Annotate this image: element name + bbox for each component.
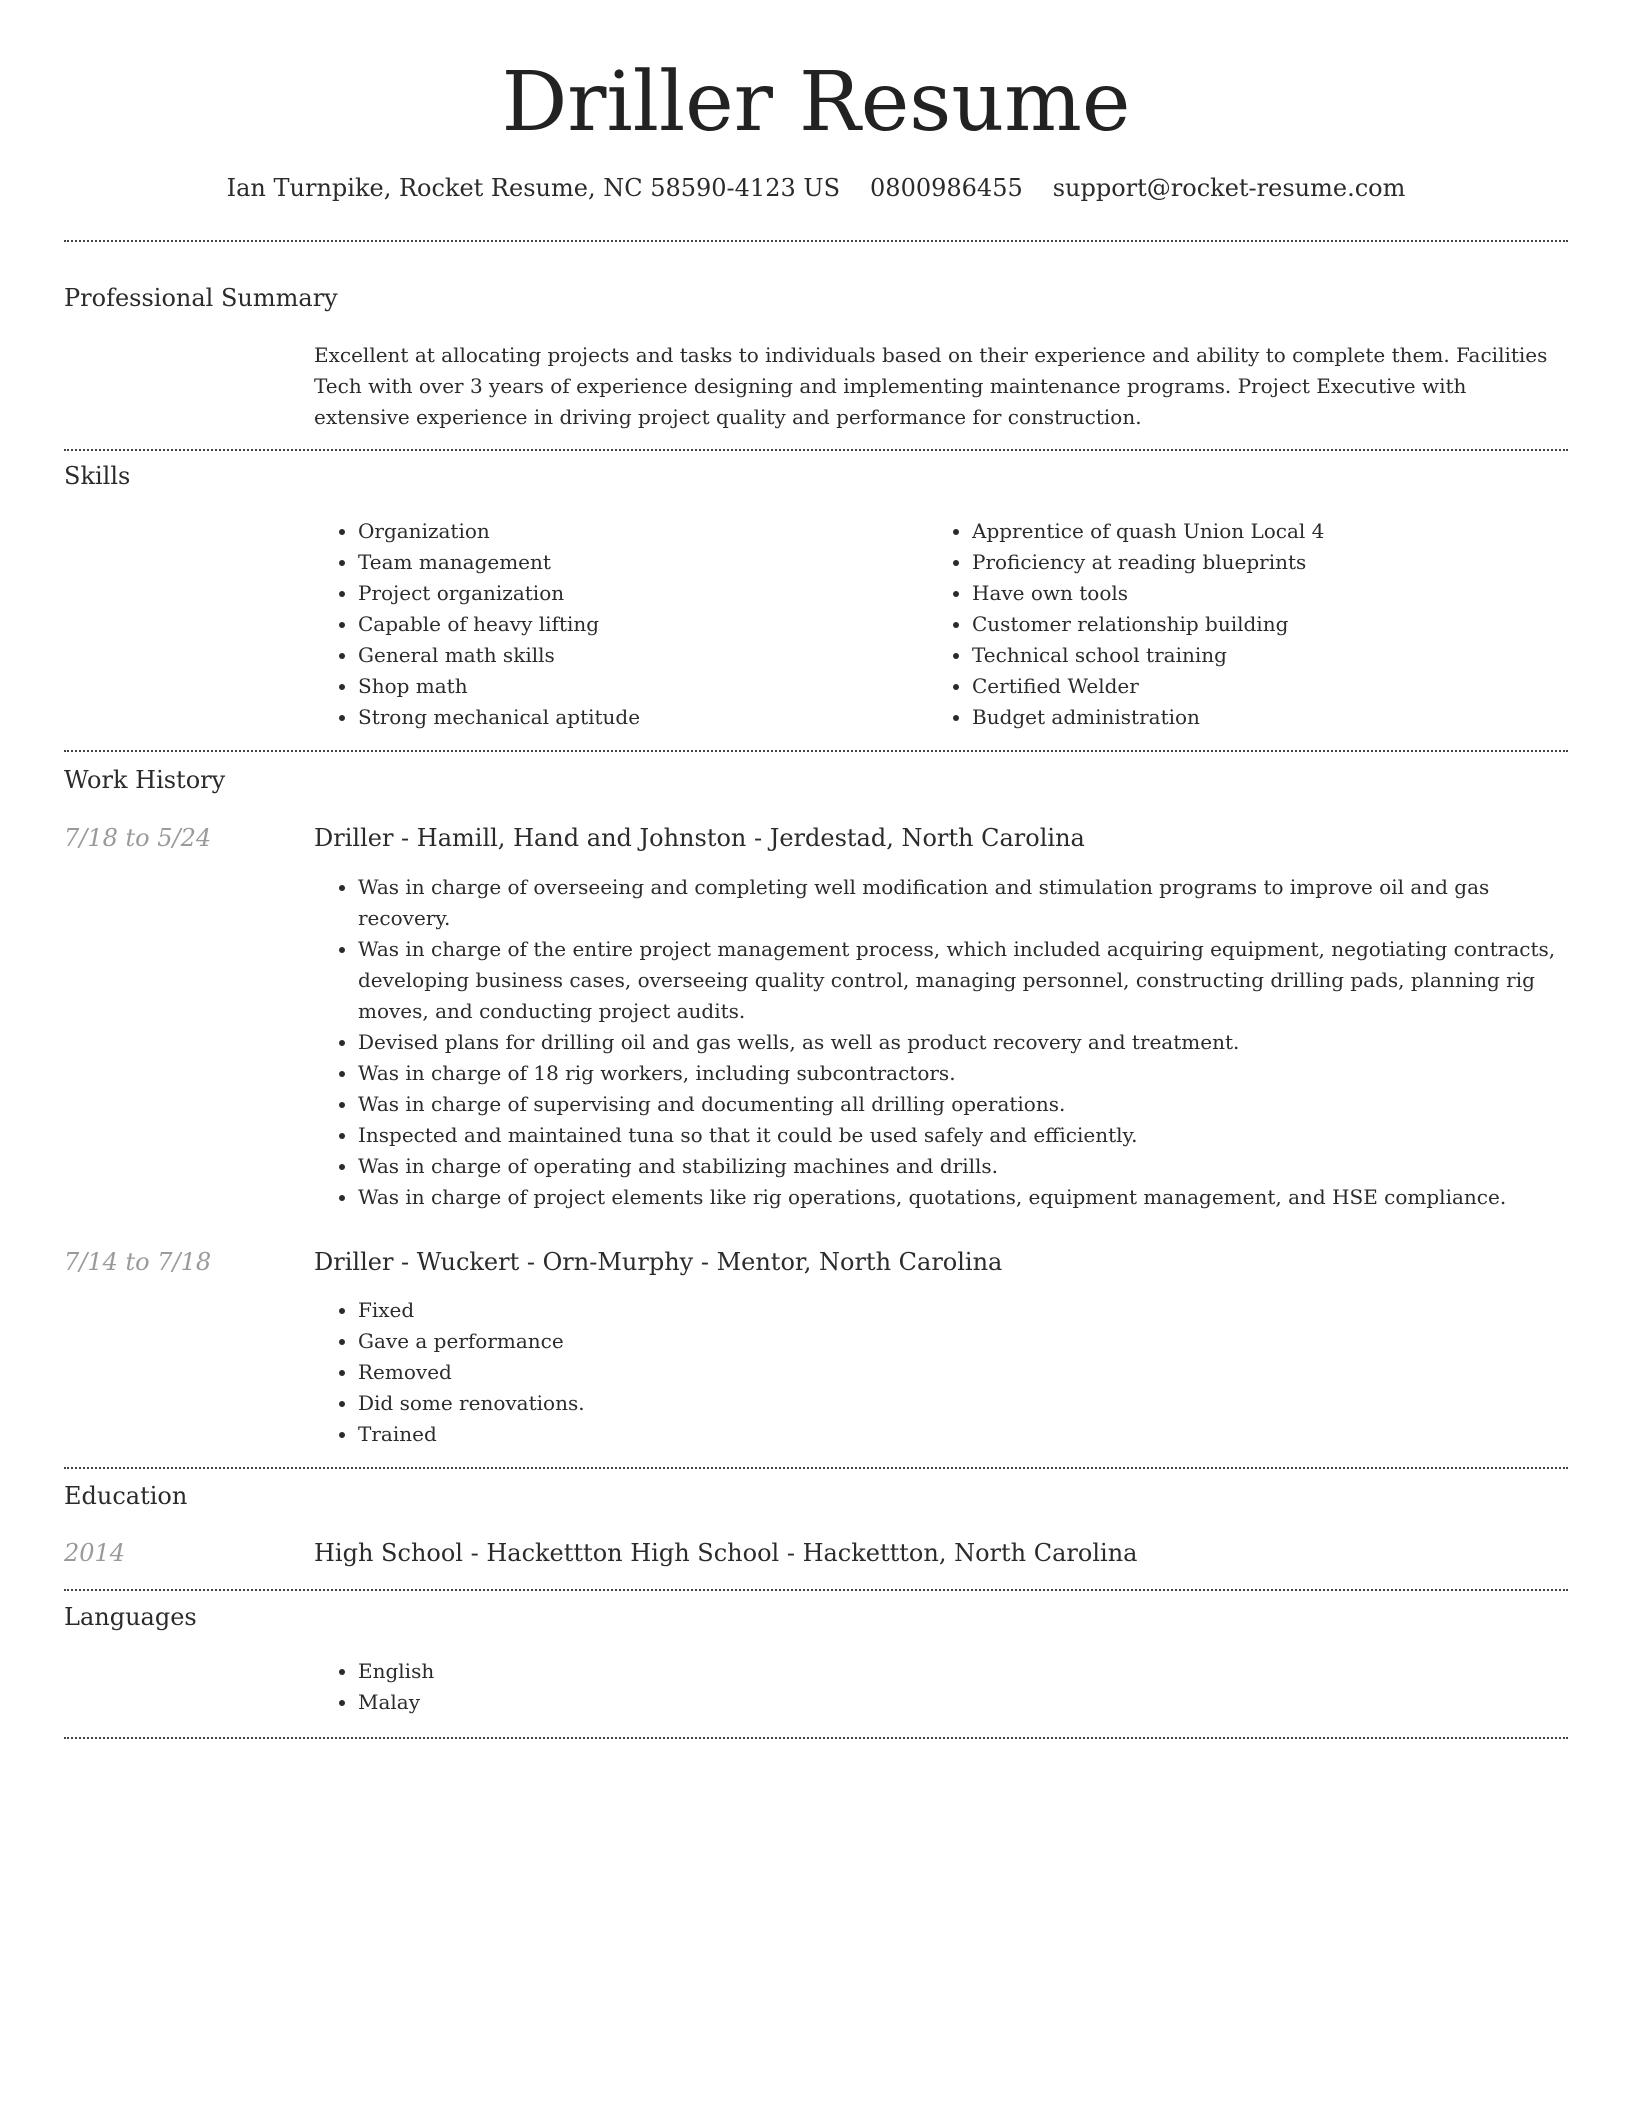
job-bullet: • Was in charge of 18 rig workers, including subcontractors. (358, 1058, 1568, 1089)
job-bullet: • Removed (358, 1357, 1568, 1388)
job-bullet: • Gave a performance (358, 1326, 1568, 1357)
skills-list-left (314, 516, 898, 733)
job-title: Driller - Wuckert - Orn-Murphy - Mentor, North Carolina (314, 1248, 1003, 1276)
section-divider (64, 750, 1568, 752)
job-bullet: • Was in charge of project elements like rig operations, quotations, equipment management, and HSE compliance. (358, 1182, 1568, 1213)
section-divider (64, 240, 1568, 242)
education-year: 2014 (64, 1539, 126, 1567)
skill-item: • Strong mechanical aptitude (358, 702, 898, 733)
skill-item: • Apprentice of quash Union Local 4 (972, 516, 1592, 547)
skill-item: • Budget administration (972, 702, 1592, 733)
education-heading: Education (64, 1482, 188, 1510)
job-bullet: • Was in charge of operating and stabilizing machines and drills. (358, 1151, 1568, 1182)
skill-item: • Proficiency at reading blueprints (972, 547, 1592, 578)
section-divider (64, 449, 1568, 451)
job-bullets (314, 1295, 1568, 1450)
skill-item: • Customer relationship building (972, 609, 1592, 640)
section-divider (64, 1737, 1568, 1739)
contact-email: support@rocket-resume.com (1052, 174, 1406, 202)
skill-item: • Team management (358, 547, 898, 578)
work-history-heading: Work History (64, 766, 226, 794)
job-bullet: • Was in charge of overseeing and completing well modification and stimulation programs to improve oil and gas recovery. (358, 872, 1568, 934)
skills-list-right (928, 516, 1592, 733)
contact-phone: 0800986455 (870, 174, 1023, 202)
summary-heading: Professional Summary (64, 284, 338, 312)
skill-item: • General math skills (358, 640, 898, 671)
languages-heading: Languages (64, 1603, 197, 1631)
skills-heading: Skills (64, 462, 131, 490)
job-bullet: • Trained (358, 1419, 1568, 1450)
skill-item: • Certified Welder (972, 671, 1592, 702)
languages-list (314, 1656, 958, 1718)
job-dates: 7/14 to 7/18 (64, 1248, 212, 1276)
skill-item: • Project organization (358, 578, 898, 609)
contact-address: Ian Turnpike, Rocket Resume, NC 58590-4123 US (226, 174, 841, 202)
job-bullet: • Was in charge of supervising and documenting all drilling operations. (358, 1089, 1568, 1120)
contact-line (0, 170, 1632, 206)
job-title: Driller - Hamill, Hand and Johnston - Jerdestad, North Carolina (314, 824, 1085, 852)
skill-item: • Capable of heavy lifting (358, 609, 898, 640)
job-bullet: • Fixed (358, 1295, 1568, 1326)
summary-text: Excellent at allocating projects and tasks to individuals based on their experience and ability to complete them. Facilities Tech with over 3 years of experience designing and implementing maintenance programs. Project Executive with extensive experience in driving project quality and performance for construction. (314, 343, 1548, 429)
job-bullet: • Devised plans for drilling oil and gas wells, as well as product recovery and treatment. (358, 1027, 1568, 1058)
skill-item: • Technical school training (972, 640, 1592, 671)
section-divider (64, 1589, 1568, 1591)
job-bullet: • Did some renovations. (358, 1388, 1568, 1419)
section-divider (64, 1467, 1568, 1469)
job-bullet: • Inspected and maintained tuna so that it could be used safely and efficiently. (358, 1120, 1568, 1151)
education-title: High School - Hackettton High School - Hackettton, North Carolina (314, 1539, 1138, 1567)
job-bullet: • Was in charge of the entire project management process, which included acquiring equipment, negotiating contracts, developing business cases, overseeing quality control, managing personnel, constructing drilling pads, planning rig moves, and conducting project audits. (358, 934, 1568, 1027)
skill-item: • Have own tools (972, 578, 1592, 609)
language-item: • English (358, 1656, 958, 1687)
skill-item: • Shop math (358, 671, 898, 702)
job-bullets (314, 872, 1568, 1213)
language-item: • Malay (358, 1687, 958, 1718)
skill-item: • Organization (358, 516, 898, 547)
job-dates: 7/18 to 5/24 (64, 824, 212, 852)
resume-title: Driller Resume (501, 55, 1131, 150)
